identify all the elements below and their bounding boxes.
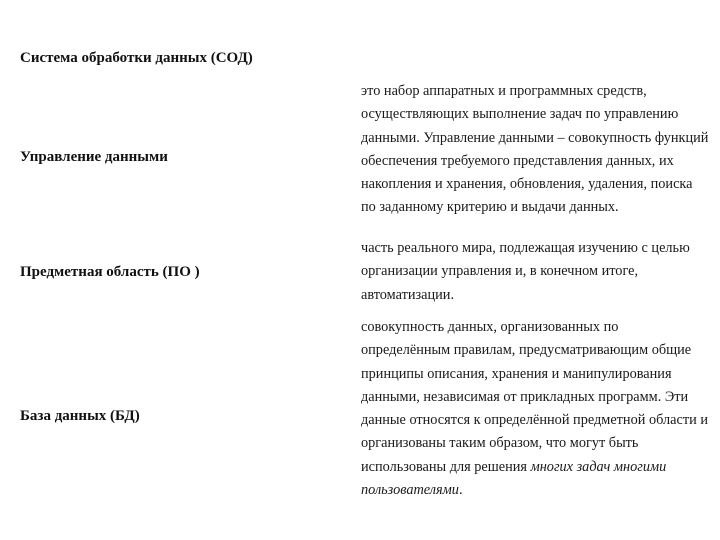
- term-data-management: Управление данными: [20, 149, 168, 165]
- definition-database-text: совокупность данных, организованных по определённым правилам, предусматривающим общие принципы описания, хранения и манипулирования данными, независимая от прикладных программ. Эти данные относятся к определённой предметной области и организованы таким образом, что могут быть использованы для решения: [361, 319, 708, 475]
- definition-sod: это набор аппаратных и программных средств, осуществляющих выполнение задач по управлению данными. Управление данными – совокупность функций обеспечения требуемого представления данных, их накопления и хранения, обновления, удаления, поиска по заданному критерию и выдачи данных.: [361, 83, 709, 216]
- term-database: База данных (БД): [20, 408, 140, 424]
- heading-sod: Система обработки данных (СОД): [20, 50, 253, 66]
- definition-database: [361, 316, 709, 502]
- definition-subject-area: часть реального мира, подлежащая изучению с целью организации управления и, в конечном итоге, автоматизации.: [361, 240, 690, 303]
- definition-database-end: .: [458, 482, 463, 499]
- definition-database-emphasis: многих задач многими пользователями: [361, 458, 667, 499]
- term-subject-area: Предметная область (ПО ): [20, 264, 200, 280]
